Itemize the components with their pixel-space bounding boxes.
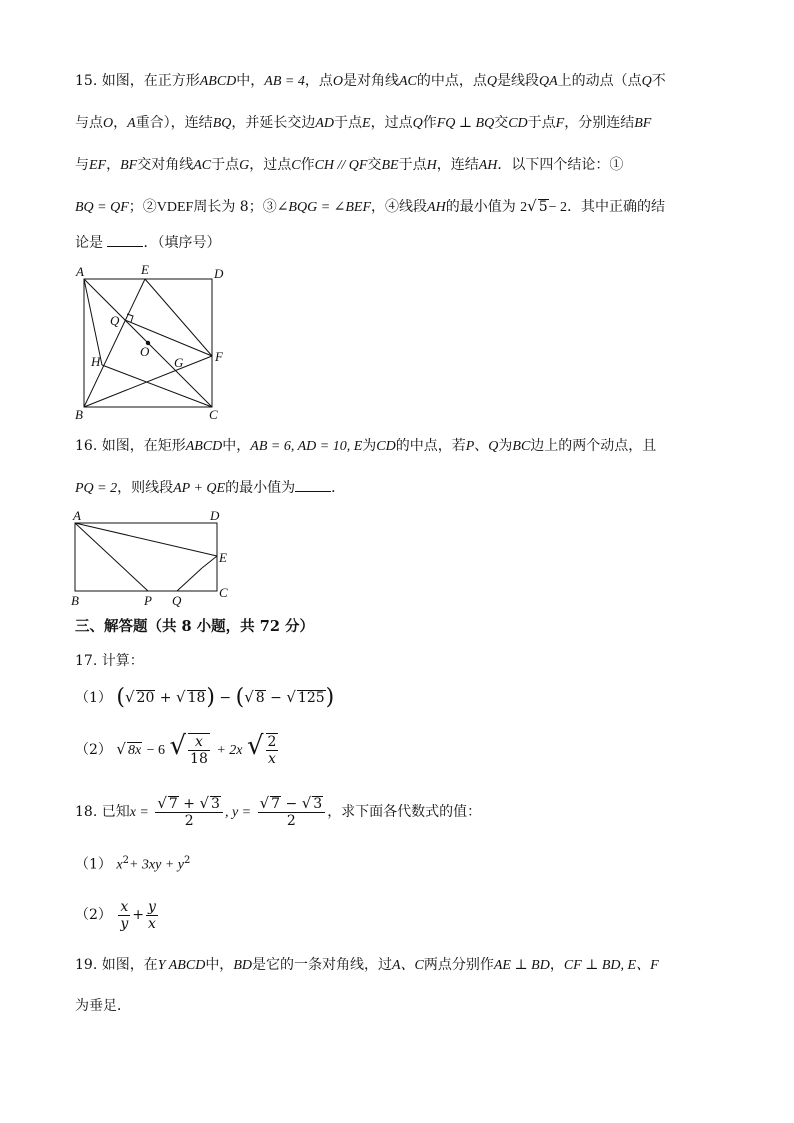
text: 是对角线: [342, 73, 399, 89]
q17-part-1: （1） (√ 20 + √ 18) − (√ 8 − √ 125): [75, 685, 335, 710]
fig15-label-b: B: [75, 407, 83, 422]
math: BF: [120, 158, 138, 173]
q15-line-2: [75, 114, 725, 133]
text: ，点: [304, 73, 333, 89]
part-label: （2）: [75, 907, 112, 923]
part-label: （1）: [75, 856, 112, 873]
text: 与: [75, 157, 89, 173]
math: AB = 4: [264, 74, 305, 89]
q16-figure: [68, 505, 238, 610]
radicand: 8x: [127, 743, 142, 758]
math: BQ = QF: [75, 200, 129, 215]
math: AC: [193, 158, 212, 173]
fraction-x: [155, 795, 223, 829]
segment-ap: [75, 523, 148, 591]
q15-line-4: [75, 197, 725, 217]
numerator: 2: [267, 734, 277, 750]
denominator: 2: [286, 813, 296, 829]
math: PQ = 2: [75, 481, 118, 496]
text: ．其中正确的结: [567, 199, 666, 215]
denominator: y: [120, 915, 129, 932]
text: 中，: [222, 438, 251, 454]
math: ∠BQG = ∠BEF: [276, 200, 372, 215]
math: VDEF: [156, 200, 194, 215]
q19-line-2: 为垂足．: [75, 998, 131, 1014]
superscript: 2: [184, 855, 191, 866]
text: 不: [651, 73, 666, 89]
q17-title: 17. 计算：: [75, 653, 144, 669]
fig15-label-c: C: [209, 407, 218, 422]
text: 是它的一条对角线，过: [251, 957, 392, 973]
fraction: [146, 899, 158, 932]
segment-qe-2: [202, 556, 217, 568]
q16-line-2: [75, 479, 725, 498]
math: CF ⊥ BD, E、F: [563, 958, 659, 973]
math: AP + QE: [173, 481, 226, 496]
fig15-label-h: H: [91, 354, 101, 369]
radical-sign: √: [246, 731, 264, 761]
fraction: [118, 899, 130, 932]
superscript: 2: [122, 855, 129, 866]
text: 论是: [75, 235, 103, 251]
text: 交: [494, 115, 509, 131]
text: 18. 已知: [75, 804, 130, 820]
text: 为: [498, 438, 513, 454]
text: 15. 如图，在正方形: [75, 73, 200, 89]
math: CH // QF: [314, 158, 368, 173]
text: ，: [113, 115, 128, 131]
text: ．: [331, 480, 346, 496]
segment-qf: [125, 320, 212, 356]
math: EF: [89, 158, 107, 173]
q16-line-1: [75, 437, 725, 456]
math: O: [332, 74, 343, 89]
math: , y =: [224, 805, 252, 820]
text: 周长为 8；③: [193, 199, 277, 215]
denominator: x: [268, 751, 276, 767]
math: x =: [129, 805, 149, 820]
text: ，则线段: [117, 480, 174, 496]
radicand: 3: [211, 796, 220, 812]
radical-sign: √: [199, 794, 210, 812]
math: Q: [486, 74, 497, 89]
fraction: [188, 733, 210, 767]
text: 交: [367, 157, 382, 173]
text: 的中点，若: [395, 438, 466, 454]
q15-line-3: [75, 156, 725, 175]
math: AH: [478, 158, 498, 173]
text: 于点: [398, 157, 427, 173]
numerator: x: [188, 734, 210, 751]
fraction-y: [258, 795, 326, 829]
math: A: [127, 116, 136, 131]
segment-be: [84, 279, 145, 407]
q18-part-2: [75, 895, 725, 935]
text: 于点: [211, 157, 240, 173]
radical-sign: √: [301, 794, 312, 812]
fig16-label-b: B: [71, 593, 79, 608]
math: ABCD: [185, 439, 223, 454]
paren: ): [206, 685, 215, 710]
math: F: [555, 116, 565, 131]
op: −: [285, 796, 298, 812]
text: ；②: [128, 199, 157, 215]
segment-qe-1: [177, 568, 202, 591]
radicand: 8: [255, 690, 265, 706]
fig16-label-a: A: [73, 508, 81, 523]
fig15-label-f: F: [215, 349, 223, 364]
math: Q: [412, 116, 423, 131]
text: 作: [422, 115, 437, 131]
text: 作: [300, 157, 315, 173]
fig16-label-p: P: [144, 593, 152, 608]
fig15-label-g: G: [174, 355, 184, 370]
segment-ef: [145, 279, 212, 356]
text: 16. 如图，在矩形: [75, 438, 186, 454]
text: ，: [549, 957, 564, 973]
math: P: [465, 439, 475, 454]
fig16-label-c: C: [219, 585, 228, 600]
paren: (: [116, 685, 125, 710]
q15-line-5: [75, 234, 725, 252]
math: FQ ⊥ BQ: [436, 116, 495, 131]
text: ，过点: [249, 157, 292, 173]
text: ．（填序号）: [143, 235, 221, 251]
text: 边上的两个动点，且: [530, 438, 657, 454]
math: x: [116, 857, 123, 873]
math: AD: [315, 116, 335, 131]
q15-figure: [68, 260, 228, 425]
radical-sign: √: [157, 794, 167, 812]
q19-line-1: [75, 956, 725, 975]
radical-sign: √: [286, 688, 296, 706]
numerator: y: [148, 898, 156, 915]
q15-line-1: [75, 72, 725, 91]
text: 的最小值为: [445, 199, 516, 215]
segment-ae: [75, 523, 217, 556]
text: 中，: [205, 957, 234, 973]
text: 、: [474, 438, 489, 454]
op: +: [183, 796, 196, 812]
math: AH: [427, 200, 446, 215]
fig15-label-o: O: [140, 344, 150, 359]
text: ，分别连结: [564, 115, 635, 131]
op: +: [132, 907, 145, 923]
math: BC: [512, 439, 531, 454]
paren: (: [235, 685, 245, 710]
math: − 2: [548, 200, 568, 215]
math: Y ABCD: [157, 958, 206, 973]
math: + 2x: [216, 743, 243, 758]
fig15-label-q: Q: [110, 313, 120, 328]
radicand: 125: [297, 690, 325, 706]
answer-blank: [295, 479, 331, 492]
part-label: （2）: [75, 742, 112, 758]
numerator: x: [118, 899, 130, 916]
math: Q: [641, 74, 652, 89]
numerator: [258, 795, 326, 813]
math: O: [103, 116, 114, 131]
radical-sign: √: [124, 688, 135, 706]
math: C: [291, 158, 301, 173]
text: ，: [106, 157, 121, 173]
fig16-label-q: Q: [172, 593, 182, 608]
fig16-label-d: D: [210, 508, 220, 523]
fig15-label-d: D: [214, 266, 224, 281]
radical-sign: √: [259, 794, 270, 812]
math: CD: [376, 439, 396, 454]
radicand: 5: [538, 199, 548, 215]
math: G: [239, 158, 250, 173]
text: 于点: [527, 115, 556, 131]
text: 19. 如图，在: [75, 957, 158, 973]
math: CD: [508, 116, 528, 131]
text: 的最小值为: [225, 480, 296, 496]
math: BE: [381, 158, 399, 173]
fraction: [266, 733, 279, 767]
denominator: 18: [190, 751, 208, 767]
radicand: 20: [136, 690, 155, 706]
paren: ): [325, 685, 335, 710]
math: AB = 6, AD = 10, E: [250, 439, 363, 454]
text: 交对角线: [137, 157, 194, 173]
math: + 3xy + y: [128, 857, 185, 873]
part-label: （1）: [75, 690, 112, 706]
math: − 6: [146, 743, 166, 758]
radical-sign: √: [169, 731, 187, 761]
text: ，④线段: [371, 199, 428, 215]
math: A、C: [391, 958, 424, 973]
fig16-label-e: E: [219, 550, 227, 565]
math: BD: [233, 958, 252, 973]
math: E: [362, 116, 371, 131]
math: QA: [538, 74, 558, 89]
segment-ch: [102, 365, 212, 407]
text: 的中点，点: [416, 73, 487, 89]
fig15-label-a: A: [76, 264, 84, 279]
math: Q: [488, 439, 499, 454]
text: 上的动点（点: [557, 73, 642, 89]
radical-sign: √: [176, 688, 186, 706]
text: ，并延长交边: [231, 115, 316, 131]
text: 是线段: [496, 73, 539, 89]
text: 为: [362, 438, 377, 454]
text: ，求下面各代数式的值：: [327, 804, 482, 820]
q18-stem: [75, 790, 725, 834]
radical-sign: √: [244, 688, 254, 706]
radicand: 18: [187, 690, 206, 706]
radicand: 3: [313, 796, 323, 812]
text: ．以下四个结论：①: [497, 157, 624, 173]
section-heading: 三、解答题（共 8 小题，共 72 分）: [75, 618, 314, 635]
radical-sign: √: [527, 197, 537, 215]
math: AC: [398, 74, 417, 89]
math: ABCD: [199, 74, 237, 89]
math: H: [426, 158, 437, 173]
denominator: x: [148, 915, 156, 932]
text: 与点: [75, 115, 103, 131]
numerator: [155, 795, 223, 813]
text: ，连结: [436, 157, 479, 173]
math: BF: [634, 116, 652, 131]
text: 两点分别作: [423, 957, 494, 973]
fig15-label-e: E: [141, 262, 149, 277]
text: 重合），连结: [135, 115, 213, 131]
text: 于点: [334, 115, 363, 131]
radicand: 7: [271, 796, 281, 812]
rectangle-abcd: [75, 523, 217, 591]
text: ，过点: [370, 115, 413, 131]
segment-ah: [84, 279, 102, 365]
denominator: 2: [184, 813, 194, 829]
math: AE ⊥ BD: [493, 958, 550, 973]
answer-blank: [107, 234, 143, 247]
radicand: 7: [168, 796, 178, 812]
text: 中，: [236, 73, 265, 89]
radical-sign: √: [116, 740, 126, 758]
q17-part-2: [75, 726, 725, 766]
math: 2: [520, 200, 528, 215]
math: BQ: [212, 116, 232, 131]
q18-part-1: [75, 852, 725, 875]
